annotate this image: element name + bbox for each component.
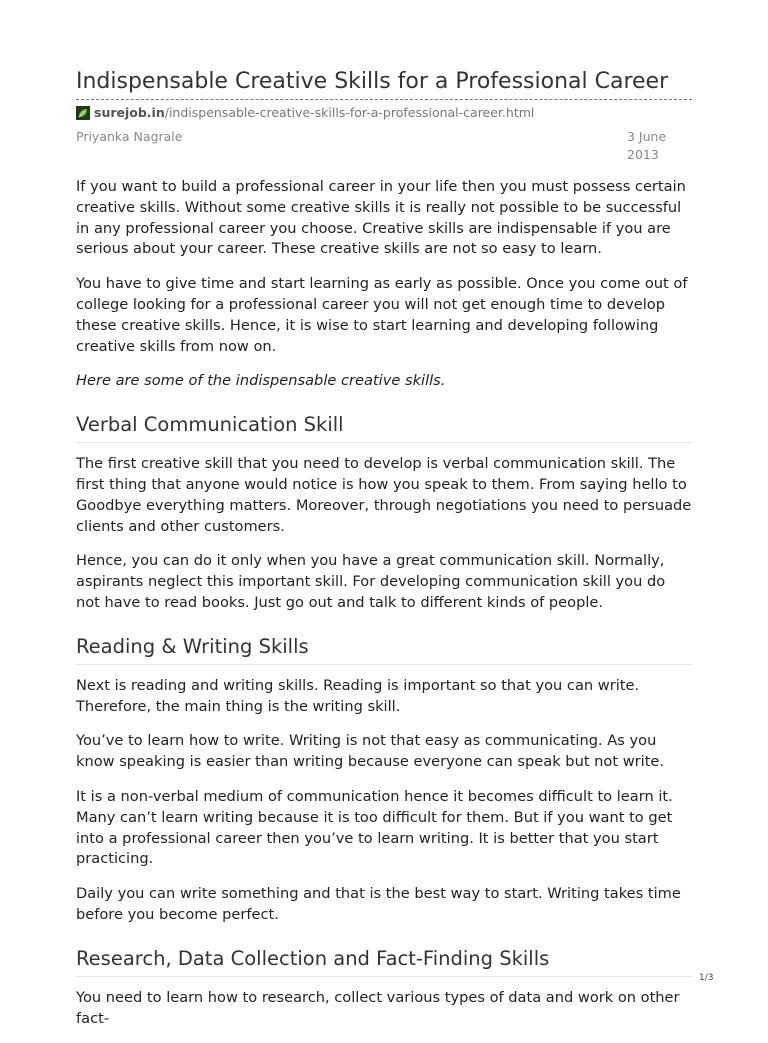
- reading-paragraph-1: Next is reading and writing skills. Reading is important so that you can write. Therefore, the main thing is the writing skill.: [76, 676, 640, 715]
- section-heading-reading: Reading & Writing Skills: [76, 634, 692, 665]
- section-heading-research: Research, Data Collection and Fact-Finding Skills: [76, 946, 692, 977]
- author-name: Priyanka Nagrale: [76, 129, 183, 144]
- reading-paragraph-2: You’ve to learn how to write. Writing is not that easy as communicating. As you know speaking is easier than writing because everyone can speak but not write.: [76, 732, 665, 771]
- source-domain[interactable]: surejob.in: [94, 105, 165, 120]
- research-paragraph-1: You need to learn how to research, collect various types of data and work on other fact-: [76, 988, 680, 1027]
- source-url[interactable]: [76, 105, 692, 121]
- intro-paragraph-1: If you want to build a professional career in your life then you must possess certain creative skills. Without some creative skills it is really not possible to be successful in any professional career you choose. Creative skills are indispensable if you are serious about your career. These creative skills are not so easy to learn.: [76, 178, 686, 258]
- section-heading-verbal: Verbal Communication Skill: [76, 412, 692, 443]
- intro-paragraph-3: Here are some of the indispensable creative skills.: [76, 372, 446, 390]
- leaf-logo-icon: [76, 106, 90, 120]
- publish-date-year: 2013: [627, 147, 659, 162]
- article-body: [76, 177, 692, 1043]
- reading-paragraph-4: Daily you can write something and that is the best way to start. Writing takes time before you become perfect.: [76, 885, 681, 923]
- article-title: Indispensable Creative Skills for a Professional Career: [76, 69, 669, 94]
- publish-date: [627, 128, 667, 164]
- page-number: 1/3: [699, 973, 714, 983]
- intro-paragraph-2: You have to give time and start learning as early as possible. Once you come out of college looking for a professional career you will not get enough time to develop these creative skills. Hence, it is wise to start learning and developing following creative skills from now on.: [76, 275, 688, 355]
- verbal-paragraph-1: The first creative skill that you need to develop is verbal communication skill. The first thing that anyone would notice is how you speak to them. From saying hello to Goodbye everything matters. Moreover, through negotiations you need to persuade clients and other customers.: [76, 455, 692, 535]
- source-path[interactable]: /indispensable-creative-skills-for-a-professional-career.html: [164, 105, 535, 120]
- publish-date-day: 3 June: [627, 129, 667, 144]
- reading-paragraph-3: It is a non-verbal medium of communication hence it becomes difficult to learn it. Many can’t learn writing because it is too difficult for them. But if you want to get into a professional career then you’ve to learn writing. It is better that you start practicing.: [76, 787, 673, 868]
- verbal-paragraph-2: Hence, you can do it only when you have a great communication skill. Normally, aspirants neglect this important skill. For developing communication skill you do not have to read books. Just go out and talk to different kinds of people.: [76, 552, 666, 611]
- title-divider: [76, 99, 692, 100]
